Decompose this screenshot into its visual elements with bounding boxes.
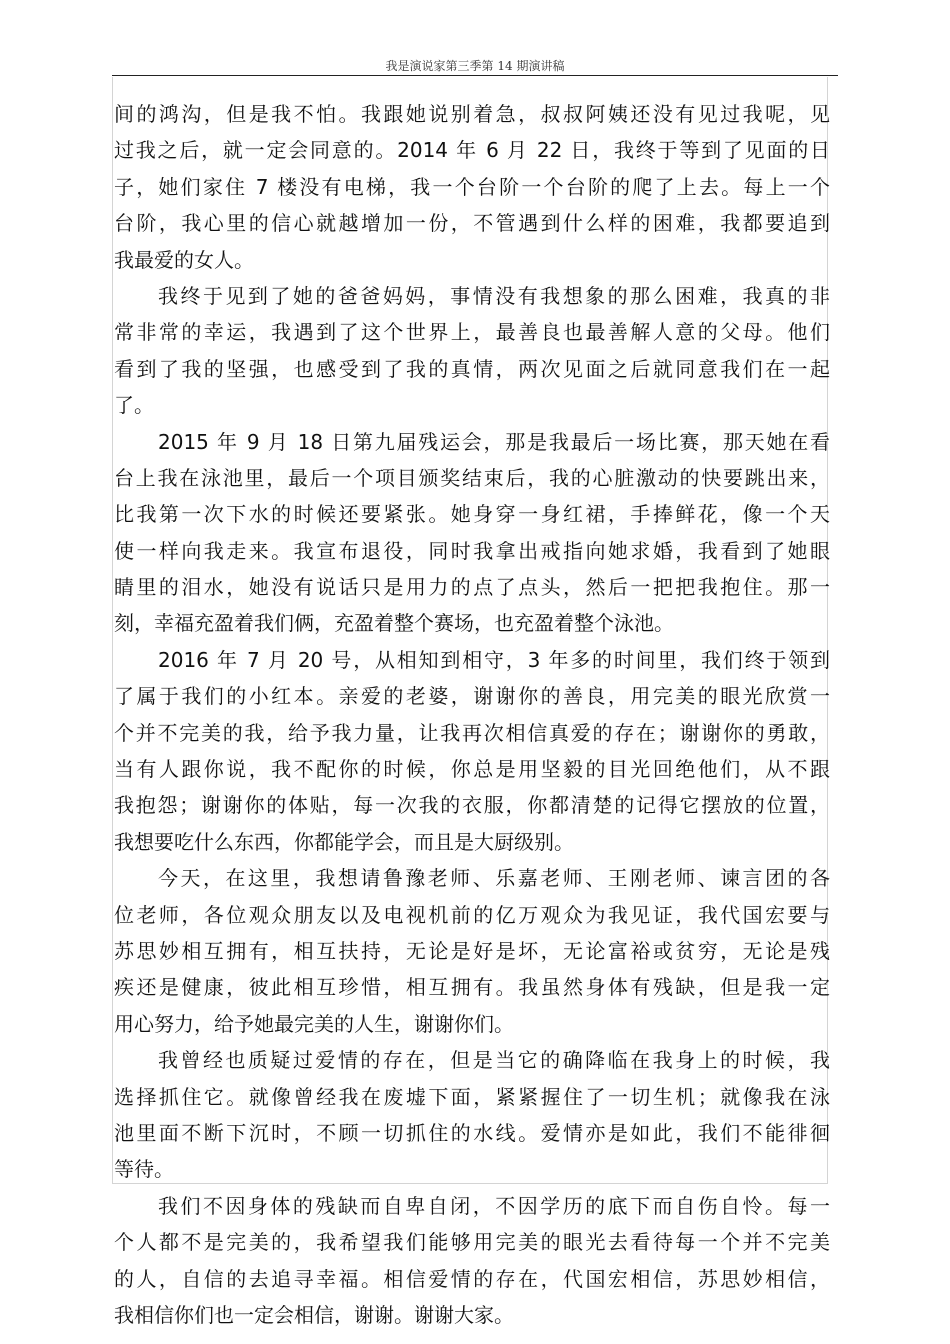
- speech-text: [114, 96, 830, 1333]
- text-line: 我们不因身体的残缺而自卑自闭，不因学历的底下而自伤自怜。每一: [158, 1193, 830, 1218]
- text-line: 间的鸿沟，但是我不怕。我跟她说别着急，叔叔阿姨还没有见过我呢，见: [114, 102, 830, 126]
- text-line: 2015 年 9 月 18 日第九届残运会，那是我最后一场比赛，那天她在看: [158, 429, 830, 454]
- text-line: 个并不完美的我，给予我力量，让我再次相信真爱的存在；谢谢你的勇敢，: [114, 720, 830, 745]
- text-line: 当有人跟你说，我不配你的时候，你总是用坚毅的目光回绝他们，从不跟: [114, 757, 830, 782]
- text-line: 等待。: [114, 1157, 174, 1182]
- text-line: 常非常的幸运，我遇到了这个世界上，最善良也最善解人意的父母。他们: [114, 320, 830, 345]
- text-line: 我想要吃什么东西，你都能学会，而且是大厨级别。: [114, 829, 574, 854]
- text-line: 了。: [114, 393, 154, 418]
- text-line: 疾还是健康，彼此相互珍惜，相互拥有。我虽然身体有残缺，但是我一定: [114, 975, 830, 1000]
- text-line: 我最爱的女人。: [114, 247, 254, 272]
- text-line: 子，她们家住 7 楼没有电梯，我一个台阶一个台阶的爬了上去。每上一个: [114, 174, 830, 199]
- text-line: 比我第一次下水的时候还要紧张。她身穿一身红裙，手捧鲜花，像一个天: [114, 502, 830, 527]
- text-line: 今天，在这里，我想请鲁豫老师、乐嘉老师、王刚老师、谏言团的各: [158, 866, 830, 891]
- paragraph: [114, 96, 830, 278]
- page-header: 我是演说家第三季第 14 期演讲稿: [385, 59, 565, 73]
- text-line: 我终于见到了她的爸爸妈妈，事情没有我想象的那么困难，我真的非: [158, 283, 830, 308]
- text-line: 睛里的泪水，她没有说话只是用力的点了点头，然后一把把我抱住。那一: [114, 575, 830, 600]
- paragraph: [114, 1188, 830, 1334]
- text-line: 2016 年 7 月 20 号，从相知到相守，3 年多的时间里，我们终于领到: [158, 647, 830, 672]
- text-line: 用心努力，给予她最完美的人生，谢谢你们。: [114, 1011, 514, 1036]
- text-line: 了属于我们的小红本。亲爱的老婆，谢谢你的善良，用完美的眼光欣赏一: [114, 684, 830, 709]
- text-line: 池里面不断下沉时，不顾一切抓住的水线。爱情亦是如此，我们不能徘徊: [114, 1120, 830, 1145]
- text-line: 苏思妙相互拥有，相互扶持，无论是好是坏，无论富裕或贫穷，无论是残: [114, 938, 830, 963]
- header-divider: [112, 75, 838, 76]
- text-line: 位老师，各位观众朋友以及电视机前的亿万观众为我见证，我代国宏要与: [114, 902, 830, 927]
- paragraph: [114, 424, 830, 642]
- paragraph: [114, 1042, 830, 1188]
- text-line: 台上我在泳池里，最后一个项目颁奖结束后，我的心脏激动的快要跳出来，: [114, 465, 830, 490]
- text-line: 过我之后，就一定会同意的。2014 年 6 月 22 日，我终于等到了见面的日: [114, 138, 830, 163]
- paragraph: [114, 642, 830, 860]
- paragraph: [114, 860, 830, 1042]
- text-line: 我抱怨；谢谢你的体贴，每一次我的衣服，你都清楚的记得它摆放的位置，: [114, 793, 830, 818]
- text-line: 我曾经也质疑过爱情的存在，但是当它的确降临在我身上的时候，我: [158, 1048, 830, 1073]
- text-line: 使一样向我走来。我宣布退役，同时我拿出戒指向她求婚，我看到了她眼: [114, 538, 830, 563]
- text-line: 看到了我的坚强，也感受到了我的真情，两次见面之后就同意我们在一起: [114, 356, 830, 381]
- text-line: 刻，幸福充盈着我们俩，充盈着整个赛场，也充盈着整个泳池。: [114, 611, 674, 636]
- text-line: 台阶，我心里的信心就越增加一份，不管遇到什么样的困难，我都要追到: [114, 211, 830, 236]
- text-line: 我相信你们也一定会相信，谢谢。谢谢大家。: [114, 1302, 514, 1327]
- text-line: 个人都不是完美的，我希望我们能够用完美的眼光去看待每一个并不完美: [114, 1230, 830, 1255]
- text-line: 的人，自信的去追寻幸福。相信爱情的存在，代国宏相信，苏思妙相信，: [114, 1266, 830, 1291]
- paragraph: [114, 278, 830, 424]
- text-line: 选择抓住它。就像曾经我在废墟下面，紧紧握住了一切生机；就像我在泳: [114, 1084, 830, 1109]
